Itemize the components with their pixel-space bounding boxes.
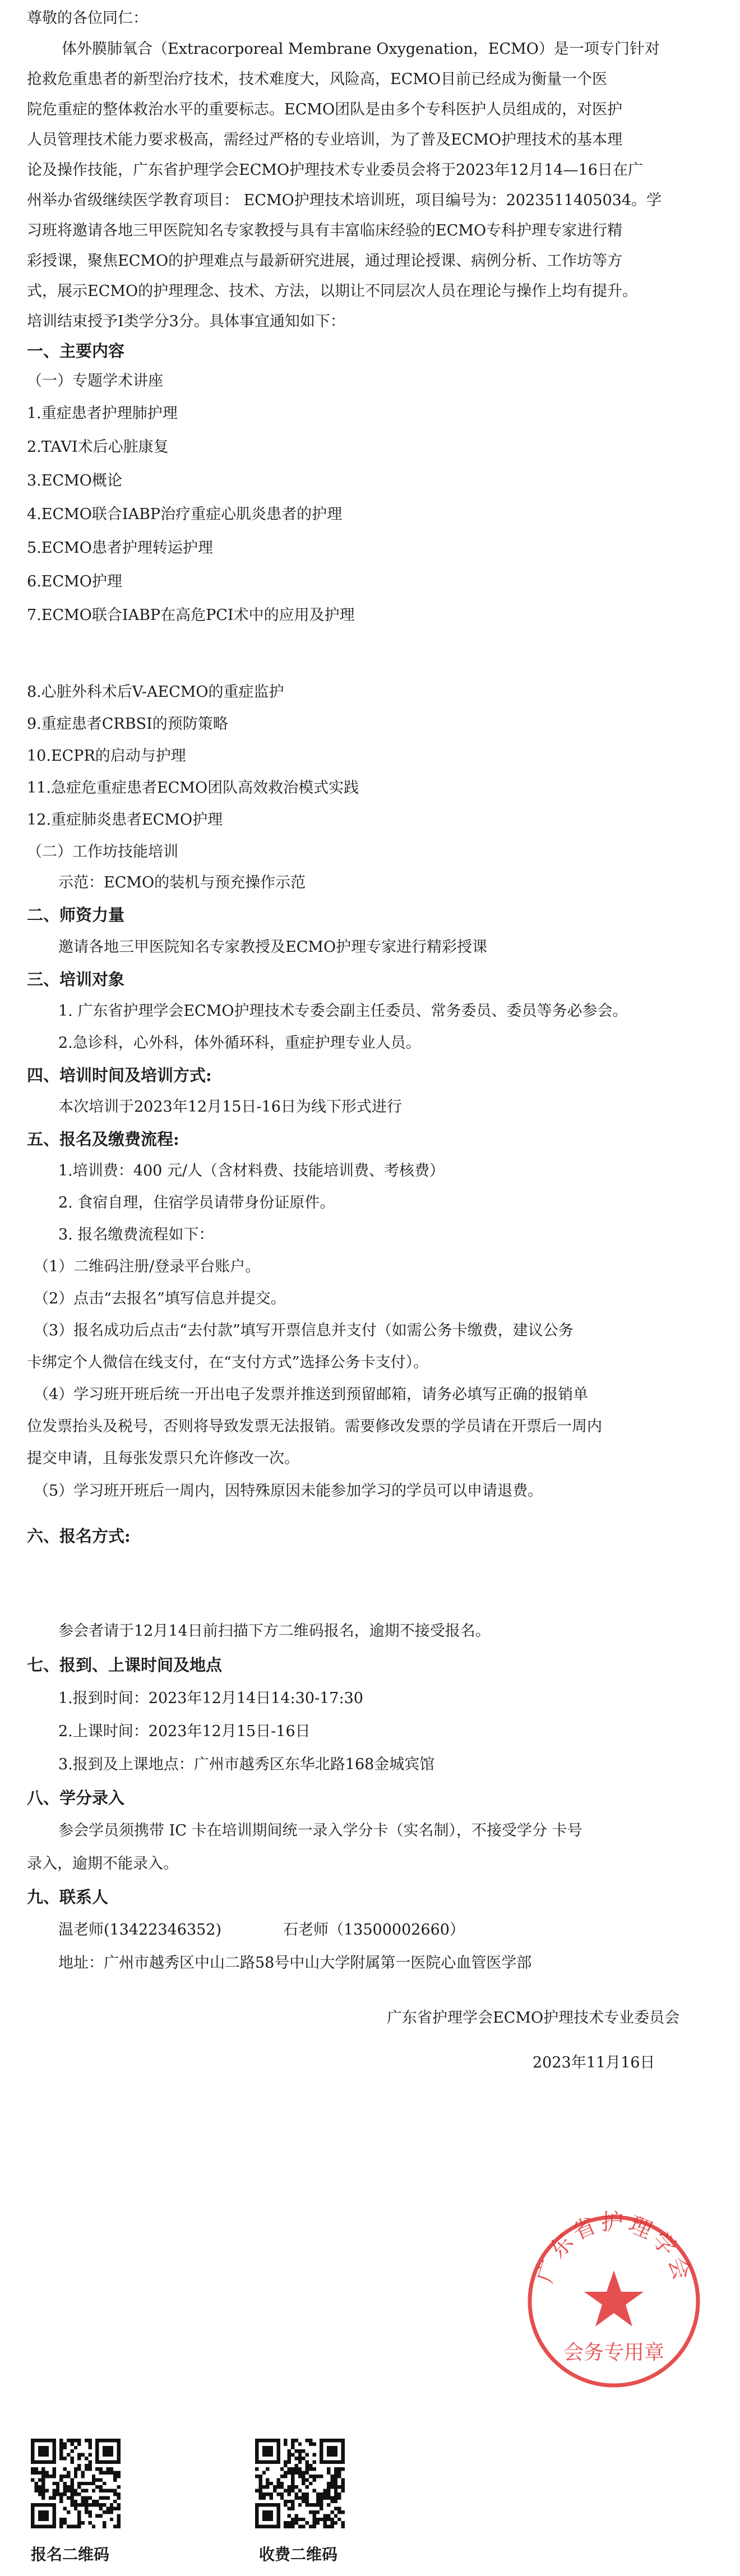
section-title: 二、师资力量 (27, 905, 125, 924)
contact-1: 温老师(13422346352) (58, 1921, 222, 1939)
section-title: 六、报名方式: (27, 1527, 131, 1546)
paragraph: 本次培训于2023年12月15日-16日为线下形式进行 (58, 1098, 402, 1116)
list-item: 3. 报名缴费流程如下： (58, 1226, 214, 1243)
section-title: 九、联系人 (27, 1888, 109, 1907)
list-item: 3.报到及上课地点：广州市越秀区东华北路168金城宾馆 (58, 1756, 435, 1773)
step-item: （3）报名成功后点击“去付款”填写开票信息并支付（如需公务卡缴费，建议公务 (34, 1322, 574, 1339)
step-item: 位发票抬头及税号，否则将导致发票无法报销。需要修改发票的学员请在开票后一周内 (27, 1418, 602, 1435)
lecture-item: 6.ECMO护理 (27, 573, 122, 590)
step-item: （4）学习班开班后统一开出电子发票并推送到预留邮箱，请务必填写正确的报销单 (34, 1386, 589, 1403)
list-item: 2.上课时间：2023年12月15日-16日 (58, 1723, 311, 1740)
list-item: 2.急诊科，心外科，体外循环科，重症护理专业人员。 (58, 1034, 421, 1052)
intro-line: 式，展示ECMO的护理理念、技术、方法，以期让不同层次人员在理论与操作上均有提升。 (27, 283, 638, 300)
lecture-item: 4.ECMO联合IABP治疗重症心肌炎患者的护理 (27, 506, 343, 523)
paragraph: 录入，逾期不能录入。 (27, 1855, 178, 1872)
intro-line: 培训结束授予Ⅰ类学分3分。具体事宜通知如下： (27, 313, 345, 330)
lecture-item: 3.ECMO概论 (27, 472, 122, 489)
lecture-item: 1.重症患者护理肺护理 (27, 405, 178, 422)
intro-line: 人员管理技术能力要求极高，需经过严格的专业培训，为了普及ECMO护理技术的基本理 (27, 131, 623, 149)
lecture-item: 10.ECPR的启动与护理 (27, 747, 186, 765)
intro-line: 院危重症的整体救治水平的重要标志。ECMO团队是由多个专科医护人员组成的，对医护 (27, 101, 623, 118)
paragraph: 参会学员须携带 IC 卡在培训期间统一录入学分卡（实名制），不接受学分 卡号 (58, 1822, 582, 1839)
intro-line: 州举办省级继续医学教育项目： ECMO护理技术培训班，项目编号为：2023511405034。学 (27, 192, 662, 209)
section-title: 三、培训对象 (27, 970, 125, 989)
section-title: 七、报到、上课时间及地点 (27, 1655, 223, 1675)
workshop-item: 示范：ECMO的装机与预充操作示范 (58, 874, 306, 891)
lecture-item: 7.ECMO联合IABP在高危PCI术中的应用及护理 (27, 607, 355, 624)
official-seal (521, 2209, 706, 2394)
intro-line: 抢救危重患者的新型治疗技术，技术难度大，风险高，ECMO目前已经成为衡量一个医 (27, 71, 608, 88)
signup-qr-code[interactable] (31, 2439, 121, 2528)
lecture-item: 12.重症肺炎患者ECMO护理 (27, 811, 223, 829)
contact-2: 石老师（13500002660） (283, 1921, 465, 1939)
signup-qr-caption: 报名二维码 (31, 2545, 110, 2564)
step-item: （1）二维码注册/登录平台账户。 (34, 1258, 261, 1275)
signature-org: 广东省护理学会ECMO护理技术专业委员会 (387, 2009, 680, 2027)
section-title: 一、主要内容 (27, 341, 125, 360)
lecture-item: 5.ECMO患者护理转运护理 (27, 539, 213, 557)
list-item: 1.报到时间：2023年12月14日14:30-17:30 (58, 1690, 363, 1707)
intro-line: 论及操作技能，广东省护理学会ECMO护理技术专业委员会将于2023年12月14—16日在广 (27, 161, 643, 179)
step-item: （2）点击“去报名”填写信息并提交。 (34, 1290, 286, 1307)
lecture-item: 9.重症患者CRBSI的预防策略 (27, 715, 228, 733)
signature-date: 2023年11月16日 (533, 2054, 655, 2071)
step-item: 卡绑定个人微信在线支付，在“支付方式”选择公务卡支付）。 (27, 1354, 429, 1371)
intro-line: 体外膜肺氧合（Extracorporeal Membrane Oxygenation，ECMO）是一项专门针对 (62, 40, 660, 58)
section-title: 四、培训时间及培训方式: (27, 1066, 212, 1085)
list-item: 2. 食宿自理，住宿学员请带身份证原件。 (58, 1194, 335, 1211)
lecture-item: 11.急症危重症患者ECMO团队高效救治模式实践 (27, 779, 359, 797)
lecture-item: 8.心脏外科术后V-AECMO的重症监护 (27, 683, 284, 701)
intro-line: 习班将邀请各地三甲医院知名专家教授与具有丰富临床经验的ECMO专科护理专家进行精 (27, 222, 623, 239)
payment-qr-caption: 收费二维码 (259, 2545, 338, 2564)
step-item: 提交申请，且每张发票只允许修改一次。 (27, 1450, 299, 1467)
svg-text:广东省护理学会: 广东省护理学会 (532, 2209, 696, 2287)
lecture-item: 2.TAVI术后心脏康复 (27, 438, 169, 456)
payment-qr-code[interactable] (255, 2439, 345, 2528)
section-title: 八、学分录入 (27, 1788, 125, 1807)
address: 地址：广州市越秀区中山二路58号中山大学附属第一医院心血管医学部 (58, 1954, 532, 1972)
section-title: 五、报名及缴费流程: (27, 1130, 179, 1149)
paragraph: 邀请各地三甲医院知名专家教授及ECMO护理专家进行精彩授课 (58, 938, 488, 956)
subsection-title: （一）专题学术讲座 (27, 372, 163, 390)
list-item: 1.培训费：400 元/人（含材料费、技能培训费、考核费） (58, 1162, 445, 1180)
list-item: 1. 广东省护理学会ECMO护理技术专委会副主任委员、常务委员、委员等务必参会。 (58, 1002, 628, 1020)
subsection-title: （二）工作坊技能培训 (27, 843, 178, 861)
svg-text:会务专用章: 会务专用章 (563, 2341, 665, 2364)
intro-line: 彩授课，聚焦ECMO的护理难点与最新研究进展，通过理论授课、病例分析、工作坊等方 (27, 252, 623, 270)
paragraph: 参会者请于12月14日前扫描下方二维码报名，逾期不接受报名。 (58, 1622, 491, 1640)
step-item: （5）学习班开班后一周内，因特殊原因未能参加学习的学员可以申请退费。 (34, 1482, 543, 1500)
greeting: 尊敬的各位同仁： (27, 10, 148, 27)
